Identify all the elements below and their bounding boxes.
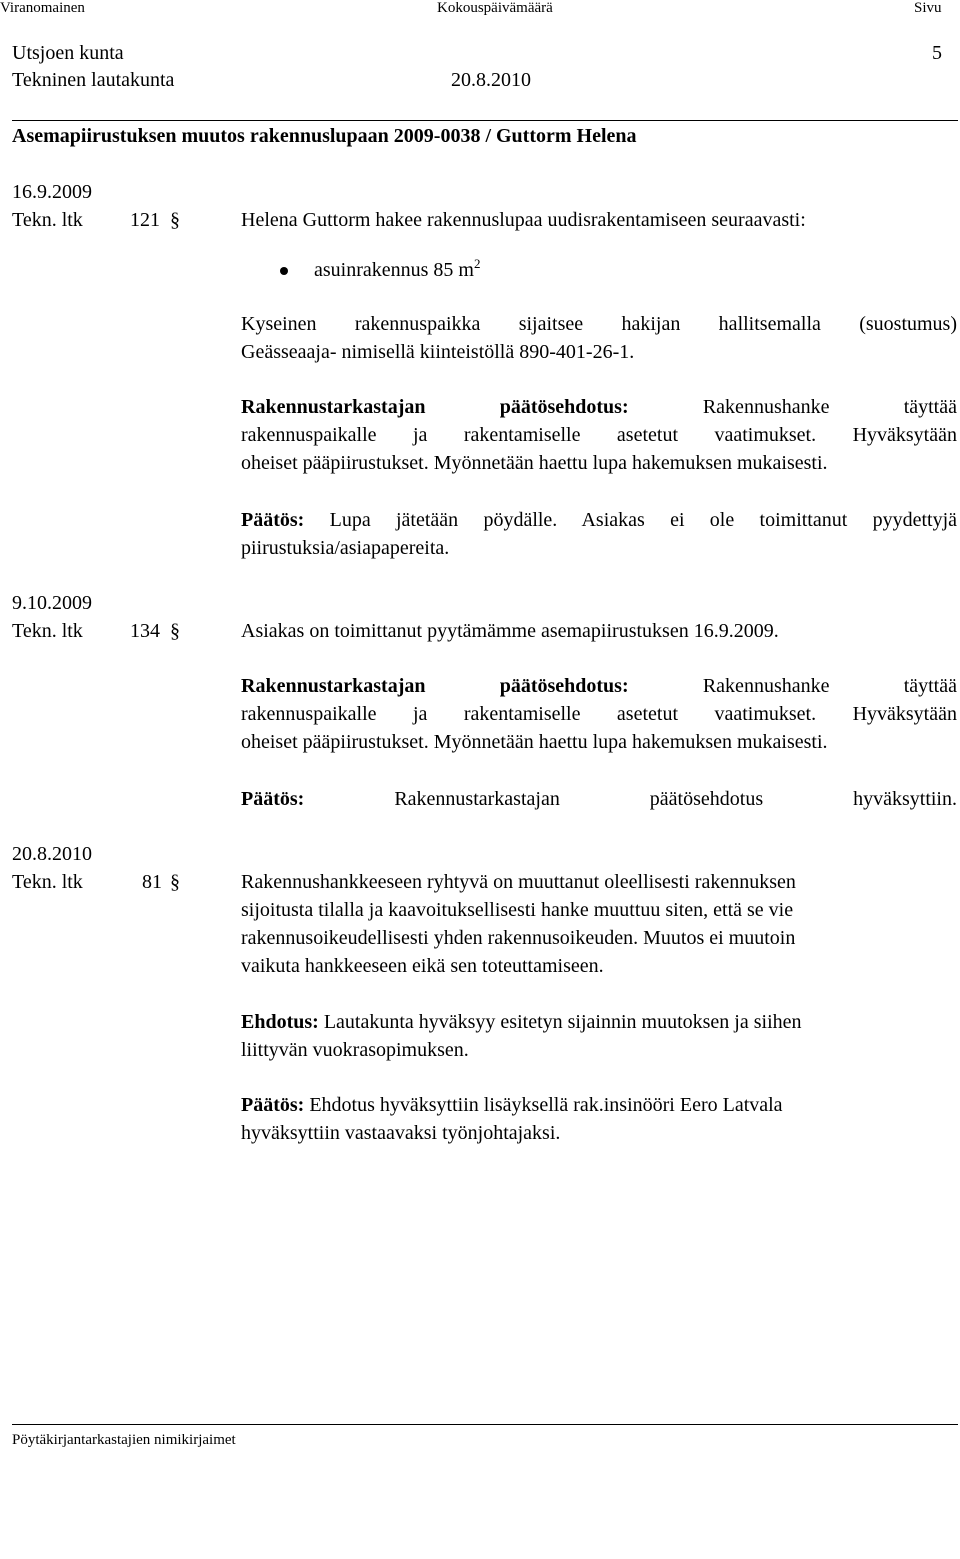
location-line: Kyseinen rakennuspaikka sijaitsee hakijan hallitsemalla (suostumus) — [241, 313, 957, 335]
body-line: Rakennushankkeeseen ryhtyvä on muuttanut oleellisesti rakennuksen — [241, 871, 796, 893]
proposal-line: Rakennustarkastajan päätösehdotus: Rakennushanke täyttää — [241, 675, 957, 697]
header-authority: Viranomainen — [0, 0, 85, 16]
bullet-item: asuinrakennus 85 $m^2$ — [314, 256, 481, 281]
proposal-line: Ehdotus: Lautakunta hyväksyy esitetyn sijainnin muutoksen ja siihen — [241, 1011, 802, 1033]
superscript: 2 — [473, 256, 481, 271]
proposal-line: oheiset pääpiirustukset. Myönnetään haettu lupa hakemuksen mukaisesti. — [241, 452, 828, 474]
body-line: rakennusoikeudellisesti yhden rakennusoikeuden. Muutos ei muutoin — [241, 927, 796, 949]
section-date: 9.10.2009 — [12, 592, 92, 614]
proposal-line: oheiset pääpiirustukset. Myönnetään haettu lupa hakemuksen mukaisesti. — [241, 731, 828, 753]
section-ref-body: Tekn. ltk — [12, 871, 83, 893]
proposal-line: rakennuspaikalle ja rakentamiselle asetetut vaatimukset. Hyväksytään — [241, 424, 957, 446]
section-ref-body: Tekn. ltk — [12, 209, 83, 231]
body-line: sijoitusta tilalla ja kaavoituksellisesti hanke muuttuu siten, että se vie — [241, 899, 794, 921]
document-title: Asemapiirustuksen muutos rakennuslupaan 2009-0038 / Guttorm Helena — [12, 125, 637, 147]
proposal-line: rakennuspaikalle ja rakentamiselle asetetut vaatimukset. Hyväksytään — [241, 703, 957, 725]
decision-label: Päätös: — [241, 1094, 305, 1116]
section-intro: Helena Guttorm hakee rakennuslupaa uudisrakentamiseen seuraavasti: — [241, 209, 806, 231]
decision-line: Päätös: Lupa jätetään pöydälle. Asiakas ei ole toimittanut pyydettyjä — [241, 509, 957, 531]
bullet-icon — [280, 267, 288, 275]
decision-line: hyväksyttiin vastaavaksi työnjohtajaksi. — [241, 1122, 561, 1144]
section-date: 16.9.2009 — [12, 181, 92, 203]
section-ref-number: 81 — [142, 871, 162, 893]
municipality: Utsjoen kunta — [12, 42, 124, 64]
decision-line: Päätös: Ehdotus hyväksyttiin lisäyksellä rak.insinööri Eero Latvala — [241, 1094, 783, 1116]
header-page: Sivu — [914, 0, 942, 16]
proposal-line: Rakennustarkastajan päätösehdotus: Rakennushanke täyttää — [241, 396, 957, 418]
section-ref-number: 121 — [130, 209, 160, 231]
section-sign: § — [170, 209, 180, 231]
proposal-label: Rakennustarkastajan päätösehdotus: — [241, 396, 629, 418]
body-line: vaikuta hankkeeseen eikä sen toteuttamiseen. — [241, 955, 604, 977]
decision-line: Päätös: Rakennustarkastajan päätösehdotus hyväksyttiin. — [241, 788, 957, 810]
section-sign: § — [170, 620, 180, 642]
header-meeting-date: Kokouspäivämäärä — [437, 0, 553, 16]
header-rule — [12, 120, 958, 121]
section-date: 20.8.2010 — [12, 843, 92, 865]
proposal-label: Ehdotus: — [241, 1011, 319, 1033]
proposal-label: Rakennustarkastajan päätösehdotus: — [241, 675, 629, 697]
footer-signatures-label: Pöytäkirjantarkastajien nimikirjaimet — [12, 1432, 236, 1448]
meeting-date: 20.8.2010 — [451, 69, 531, 91]
section-ref-body: Tekn. ltk — [12, 620, 83, 642]
decision-line: piirustuksia/asiapapereita. — [241, 537, 450, 559]
proposal-line: liittyvän vuokrasopimuksen. — [241, 1039, 469, 1061]
page-number: 5 — [932, 42, 942, 64]
board-name: Tekninen lautakunta — [12, 69, 175, 91]
location-line: Geässeaaja- nimisellä kiinteistöllä 890-401-26-1. — [241, 341, 635, 363]
section-ref-number: 134 — [130, 620, 160, 642]
decision-label: Päätös: — [241, 509, 305, 531]
decision-label: Päätös: — [241, 788, 305, 810]
section-sign: § — [170, 871, 180, 893]
section-intro: Asiakas on toimittanut pyytämämme asemapiirustuksen 16.9.2009. — [241, 620, 779, 642]
footer-rule — [12, 1424, 958, 1425]
